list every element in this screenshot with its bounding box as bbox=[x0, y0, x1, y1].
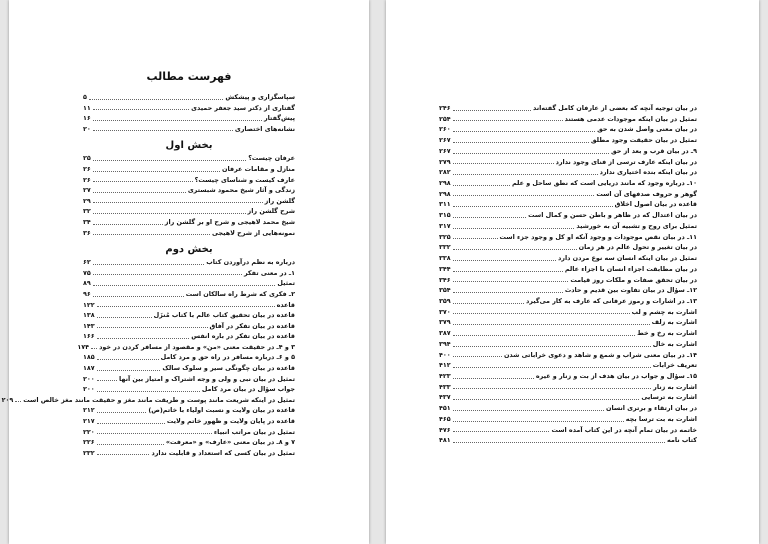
toc-entry bbox=[439, 124, 697, 135]
dot-leader bbox=[453, 271, 563, 272]
dot-leader bbox=[93, 120, 262, 121]
toc-entry-title: اشارت به رخ و خط bbox=[637, 329, 697, 338]
toc-entry-title: قاعده در بیان ولایت و نسبت اولیاء با خاتم(ص) bbox=[148, 406, 295, 415]
dot-leader bbox=[97, 338, 190, 339]
toc-entry-title: قاعده در بیان اصول اخلاق bbox=[614, 200, 697, 209]
dot-leader bbox=[97, 444, 164, 445]
toc-entry-page: ۲۲۶ bbox=[83, 438, 95, 447]
dot-leader bbox=[453, 131, 595, 132]
toc-entry-page: ۲۵۴ bbox=[439, 114, 451, 123]
dot-leader bbox=[93, 224, 163, 225]
dot-leader bbox=[453, 303, 524, 304]
toc-entry-page: ۵ bbox=[83, 93, 87, 101]
toc-entry-title: تمثیل در بیان کسی که استعداد و قابلیت ندارد bbox=[151, 448, 295, 457]
toc-entry-title: در بیان اینکه بنده اختیاری ندارد bbox=[599, 168, 697, 177]
toc-entry-title: ۱۰ـ درباره وجود که مانند دریایی است که نطق ساحل و علم bbox=[512, 179, 697, 188]
toc-entry-page: ۲۰۹ bbox=[1, 395, 14, 404]
dot-leader bbox=[97, 412, 147, 413]
toc-entry-title: درباره به نظم درآوردن کتاب bbox=[206, 258, 295, 267]
toc-entry-page: ۲۷۹ bbox=[439, 157, 451, 166]
toc-entry-page: ۹۶ bbox=[83, 289, 91, 298]
right-entries-list bbox=[439, 103, 697, 446]
toc-entry-title: ۷ و ۸ـ در بیان معنی «عارف» و «معرفت» bbox=[165, 438, 295, 447]
toc-entry-title: تمثیل در بیان اینکه انسان سه نوع مردن دارد bbox=[558, 254, 697, 263]
toc-entry-title: عارف کیست و شناسای چیست؟ bbox=[194, 175, 295, 184]
toc-entry-page: ۲۶۰ bbox=[439, 125, 451, 134]
toc-entry-page: ۷۵ bbox=[83, 268, 91, 277]
toc-entry-title: سپاسگزاری و پیشکش bbox=[225, 93, 295, 101]
dot-leader bbox=[453, 206, 613, 207]
toc-entry-page: ۴۷۶ bbox=[439, 425, 451, 434]
toc-entry bbox=[439, 189, 697, 200]
toc-entry bbox=[439, 221, 697, 232]
toc-entry-title: گفتاری از دکتر سید جعفر حمیدی bbox=[191, 103, 295, 112]
toc-entry-page: ۴۳۷ bbox=[439, 393, 451, 402]
toc-entry bbox=[439, 425, 697, 436]
toc-entry bbox=[83, 175, 295, 186]
toc-entry-page: ۲۷ bbox=[83, 186, 91, 195]
toc-entry-page: ۴۵۱ bbox=[439, 404, 451, 413]
toc-entry-page: ۱۳۸ bbox=[83, 311, 95, 320]
toc-entry-page: ۲۸۲ bbox=[439, 168, 451, 177]
dot-leader bbox=[93, 264, 204, 265]
toc-entry bbox=[83, 374, 295, 385]
toc-entry bbox=[439, 285, 697, 296]
toc-entry-page: ۱۶ bbox=[83, 114, 91, 123]
toc-entry-page: ۳۴۶ bbox=[439, 275, 451, 284]
part2-heading: بخش دوم bbox=[165, 244, 213, 256]
toc-entry-page: ۶۲ bbox=[83, 258, 91, 267]
toc-entry bbox=[439, 296, 697, 307]
dot-leader bbox=[453, 238, 498, 239]
toc-entry-title: نشانه‌های اختصاری bbox=[234, 124, 295, 133]
toc-entry-title: قاعده در بیان تفکر در باره انفس bbox=[191, 332, 295, 341]
toc-entry-title: عرفان چیست؟ bbox=[248, 154, 295, 163]
toc-entry-page: ۱۴۳ bbox=[83, 321, 95, 330]
toc-entry-page: ۳۷۹ bbox=[439, 318, 451, 327]
toc-entry bbox=[83, 405, 295, 416]
toc-entry bbox=[83, 427, 295, 438]
toc-entry-page: ۲۶۷ bbox=[439, 146, 451, 155]
toc-entry bbox=[83, 352, 295, 363]
toc-entry-title: شرح گلشن راز bbox=[247, 207, 295, 216]
toc-entry-page: ۲۴۶ bbox=[439, 104, 451, 112]
toc-entry-title: در بیان اینکه عارف ترسی از فنای وجود ندارد bbox=[555, 157, 697, 166]
toc-entry-page: ۲۹۸ bbox=[439, 189, 451, 198]
toc-entry-title: ۹ـ در بیان قرب و بعد از حق bbox=[611, 146, 697, 155]
dot-leader bbox=[453, 142, 589, 143]
toc-entry bbox=[83, 217, 295, 228]
dot-leader bbox=[93, 160, 246, 161]
right-page bbox=[386, 0, 759, 544]
left-page bbox=[1, 0, 369, 544]
toc-entry-page: ۳۵۴ bbox=[439, 286, 451, 295]
dot-leader bbox=[93, 274, 242, 275]
toc-entry-page: ۳۳۸ bbox=[439, 254, 451, 263]
toc-entry-page: ۸۹ bbox=[83, 279, 91, 288]
dot-leader bbox=[97, 433, 212, 434]
toc-entry-title: ۲ـ فکری که شرط راه سالکان است bbox=[185, 289, 295, 298]
toc-entry bbox=[439, 167, 697, 178]
toc-entry-title: در بیان توجیه آنچه که بعضی از عارفان کامل گفته‌اند bbox=[533, 104, 697, 112]
toc-entry bbox=[83, 103, 295, 114]
toc-entry-page: ۳۷۰ bbox=[439, 307, 451, 316]
dot-leader bbox=[97, 359, 159, 360]
dot-leader bbox=[453, 110, 531, 111]
dot-leader bbox=[453, 281, 569, 282]
toc-entry bbox=[83, 310, 295, 321]
toc-entry-page: ۳۵۹ bbox=[439, 296, 451, 305]
toc-entry bbox=[83, 278, 295, 289]
toc-entry-title: در بیان مطابقت اجزاء انسان با اجزاء عالم bbox=[564, 264, 697, 273]
toc-entry-title: کتاب نامه bbox=[666, 436, 697, 445]
dot-leader bbox=[93, 192, 186, 193]
toc-entry-page: ۲۹ bbox=[83, 196, 91, 205]
dot-leader bbox=[93, 181, 193, 182]
front-matter-list bbox=[83, 92, 295, 134]
toc-entry-page: ۳۱۵ bbox=[439, 211, 451, 220]
toc-entry-title: ۵ و ۶ـ درباره مسافر در راه حق و مرد کامل bbox=[160, 353, 295, 362]
part1-heading: بخش اول bbox=[165, 140, 213, 152]
toc-entry-page: ۳۱۱ bbox=[439, 200, 451, 209]
toc-entry-page: ۳۶ bbox=[83, 228, 91, 237]
toc-entry-title: ۱ـ در معنی تفکر bbox=[243, 268, 295, 277]
toc-entry-title: در بیان اعتدال که در ظاهر و باطن حسن و کمال است bbox=[528, 211, 697, 220]
dot-leader bbox=[453, 292, 563, 293]
dot-leader bbox=[93, 109, 189, 110]
dot-leader bbox=[97, 306, 275, 307]
toc-entry-title: ۱۴ـ در بیان معنی شراب و شمع و شاهد و دعوی خراباتی شدن bbox=[503, 350, 697, 359]
toc-entry bbox=[83, 196, 295, 207]
toc-entry-title: نمونه‌هایی از شرح لاهیجی bbox=[212, 228, 295, 237]
toc-entry-title: قاعده در بیان چگونگی سیر و سلوک سالک bbox=[162, 364, 295, 373]
toc-entry bbox=[439, 382, 697, 393]
dot-leader bbox=[97, 454, 150, 455]
toc-entry bbox=[439, 178, 697, 189]
toc-entry bbox=[439, 253, 697, 264]
toc-title: فهرست مطالب bbox=[146, 70, 232, 83]
toc-entry-title: تمثیل برای روح و تشبیه آن به خورشید bbox=[576, 221, 697, 230]
toc-entry bbox=[439, 403, 697, 414]
toc-entry-title: خاتمه در بیان تمام آنچه در این کتاب آمده است bbox=[551, 425, 697, 434]
toc-entry bbox=[83, 321, 295, 332]
dot-leader bbox=[93, 296, 184, 297]
toc-entry-title: تمثیل در اینکه شریعت مانند پوست و طریقت مانند مغز و حقیقت مانند مغز خالص است bbox=[23, 395, 295, 404]
toc-entry bbox=[83, 164, 295, 175]
dot-leader bbox=[453, 356, 502, 357]
toc-entry bbox=[83, 113, 295, 124]
toc-entry-page: ۳۳۲ bbox=[439, 243, 451, 252]
toc-entry bbox=[1, 395, 295, 406]
toc-right bbox=[439, 103, 697, 446]
toc-entry bbox=[439, 350, 697, 361]
toc-entry bbox=[439, 328, 697, 339]
dot-leader bbox=[453, 163, 554, 164]
toc-entry bbox=[83, 363, 295, 374]
toc-entry-page: ۲۹۸ bbox=[439, 179, 451, 188]
dot-leader bbox=[453, 346, 651, 347]
toc-entry-page: ۱۸۵ bbox=[83, 353, 95, 362]
toc-entry-title: ۱۳ـ در اشارات و رموز عرفانی که عارف به کار می‌گیرد bbox=[526, 296, 697, 305]
toc-entry-title: ۱۱ـ در بیان نقص موجودات و وجود آنکه او کل و وجود جزء است bbox=[499, 232, 697, 241]
toc-entry-page: ۴۲۳ bbox=[439, 371, 451, 380]
toc-entry-title: تمثیل در بیان نبی و ولی و وجه اشتراک و امتیاز بین آنها bbox=[118, 374, 295, 383]
toc-entry-title: اشارت به خال bbox=[652, 339, 697, 348]
dot-leader bbox=[453, 442, 665, 443]
dot-leader bbox=[97, 370, 161, 371]
toc-entry-title: ۱۵ـ سؤال و جواب در بیان هدف از بت و زنار و غیره bbox=[535, 371, 697, 380]
dot-leader bbox=[97, 380, 117, 381]
toc-entry-page: ۲۵ bbox=[83, 154, 91, 163]
toc-entry bbox=[439, 264, 697, 275]
toc-entry-title: منازل و مقامات عرفان bbox=[222, 164, 295, 173]
toc-entry bbox=[77, 342, 295, 353]
toc-entry-title: اشارت به چشم و لب bbox=[631, 307, 697, 316]
toc-entry-title: شیخ محمد لاهیجی و شرح او بر گلشن راز bbox=[164, 217, 295, 226]
toc-entry-page: ۲۰۰ bbox=[83, 374, 95, 383]
toc-entry-page: ۲۰ bbox=[83, 124, 91, 133]
dot-leader bbox=[15, 401, 21, 402]
toc-entry-page: ۲۱۲ bbox=[83, 406, 95, 415]
toc-entry-page: ۲۶ bbox=[83, 175, 91, 184]
toc-entry bbox=[439, 232, 697, 243]
dot-leader bbox=[453, 378, 534, 379]
dot-leader bbox=[93, 213, 246, 214]
dot-leader bbox=[453, 195, 595, 196]
toc-entry-page: ۳۲۵ bbox=[439, 232, 451, 241]
dot-leader bbox=[97, 317, 152, 318]
dot-leader bbox=[453, 153, 609, 154]
dot-leader bbox=[453, 260, 556, 261]
toc-entry-title: در بیان معنی واصل شدن به حق bbox=[597, 125, 697, 134]
toc-entry bbox=[439, 146, 697, 157]
toc-entry bbox=[439, 414, 697, 425]
dot-leader bbox=[93, 130, 233, 131]
toc-entry-title: تمثیل در بیان مراتب انبیاء bbox=[213, 427, 295, 436]
toc-entry bbox=[83, 268, 295, 279]
toc-entry bbox=[439, 435, 697, 446]
dot-leader bbox=[453, 313, 630, 314]
toc-entry-title: جواب سؤال در بیان مرد کامل bbox=[201, 385, 295, 394]
dot-leader bbox=[97, 391, 200, 392]
toc-entry-page: ۲۲۰ bbox=[83, 427, 95, 436]
toc-entry bbox=[83, 228, 295, 239]
toc-entry bbox=[83, 206, 295, 217]
toc-entry-page: ۱۷۴ bbox=[77, 342, 90, 351]
toc-entry-title: قاعده bbox=[276, 300, 295, 309]
dot-leader bbox=[453, 174, 598, 175]
dot-leader bbox=[453, 120, 563, 121]
toc-entry-title: تعریف خرابات bbox=[652, 361, 697, 370]
toc-entry-page: ۱۸۷ bbox=[83, 364, 95, 373]
toc-entry-title: گوهر و حروف صدفهای آن است bbox=[596, 189, 697, 198]
toc-entry bbox=[83, 448, 295, 459]
toc-entry bbox=[83, 289, 295, 300]
toc-entry bbox=[439, 339, 697, 350]
toc-entry-title: در بیان ارتقاء و برتری انسان bbox=[605, 404, 697, 413]
toc-entry-page: ۴۰۰ bbox=[439, 350, 451, 359]
toc-entry bbox=[439, 157, 697, 168]
toc-entry-title: گلشن راز bbox=[264, 196, 295, 205]
toc-entry-page: ۳۹۴ bbox=[439, 339, 451, 348]
toc-entry bbox=[439, 135, 697, 146]
toc-entry-page: ۱۶۶ bbox=[83, 332, 95, 341]
toc-entry-title: پیش‌گفتار bbox=[263, 114, 295, 123]
toc-entry-title: تمثیل در بیان حقیقت وجود مطلق bbox=[590, 136, 697, 145]
toc-entry bbox=[439, 392, 697, 403]
toc-entry-title: اشارت به بت ترسا بچه bbox=[625, 414, 697, 423]
toc-entry-title: اشارت به زلف bbox=[651, 318, 697, 327]
dot-leader bbox=[453, 367, 651, 368]
toc-entry bbox=[83, 300, 295, 311]
toc-entry-title: ۱۲ـ سؤال در بیان تفاوت بین قدیم و حادث bbox=[564, 286, 697, 295]
toc-entry bbox=[439, 360, 697, 371]
toc-entry-page: ۳۴ bbox=[83, 217, 91, 226]
toc-entry-title: قاعده در بیان تحقیق کتاب عالم با کتاب مُنزَل bbox=[153, 311, 295, 320]
dot-leader bbox=[93, 234, 210, 235]
toc-entry-page: ۲۶ bbox=[83, 164, 91, 173]
dot-leader bbox=[97, 423, 165, 424]
toc-entry-title: قاعده در بیان تفکر در آفاق bbox=[209, 321, 295, 330]
toc-entry-page: ۲۳۲ bbox=[83, 448, 95, 457]
toc-entry-page: ۴۱۲ bbox=[439, 361, 451, 370]
dot-leader bbox=[453, 217, 526, 218]
toc-entry-page: ۲۰۰ bbox=[83, 385, 95, 394]
toc-entry-page: ۳۲ bbox=[83, 207, 91, 216]
part1-list bbox=[83, 153, 295, 238]
toc-entry bbox=[83, 153, 295, 164]
dot-leader bbox=[93, 171, 220, 172]
toc-entry-page: ۴۸۱ bbox=[439, 436, 451, 445]
toc-entry bbox=[439, 371, 697, 382]
toc-entry bbox=[83, 416, 295, 427]
dot-leader bbox=[89, 99, 223, 100]
toc-entry bbox=[439, 210, 697, 221]
toc-entry bbox=[83, 437, 295, 448]
toc-entry-title: تمثیل در بیان اینکه موجودات عدمی هستند bbox=[564, 114, 697, 123]
toc-entry bbox=[83, 185, 295, 196]
dot-leader bbox=[91, 348, 97, 349]
toc-entry bbox=[439, 317, 697, 328]
toc-entry bbox=[83, 257, 295, 268]
toc-entry-page: ۴۳۳ bbox=[439, 382, 451, 391]
toc-entry-title: اشارت به زنار bbox=[653, 382, 697, 391]
dot-leader bbox=[453, 410, 604, 411]
toc-entry bbox=[83, 384, 295, 395]
toc-left bbox=[1, 70, 295, 458]
toc-entry-title: قاعده در پایان ولایت و ظهور خاتم ولایت bbox=[166, 417, 295, 426]
dot-leader bbox=[453, 324, 650, 325]
toc-entry-title: اشارت به ترسایی bbox=[641, 393, 697, 402]
toc-entry-title: ۳ و ۴ـ در حقیقت معنی «من» و مقصود از مسافر کردن در خود bbox=[99, 342, 295, 351]
toc-entry bbox=[439, 114, 697, 125]
toc-entry bbox=[439, 307, 697, 318]
dot-leader bbox=[97, 327, 208, 328]
toc-entry-page: ۳۸۷ bbox=[439, 329, 451, 338]
toc-entry-title: در بیان تغییر و تحول عالم در هر زمان bbox=[578, 243, 697, 252]
toc-entry bbox=[83, 124, 295, 135]
toc-entry-page: ۱۱ bbox=[83, 103, 91, 112]
dot-leader bbox=[453, 185, 510, 186]
toc-entry bbox=[439, 199, 697, 210]
toc-entry bbox=[83, 331, 295, 342]
dot-leader bbox=[93, 202, 263, 203]
toc-entry-title: زندگی و آثار شیخ محمود شبستری bbox=[187, 186, 295, 195]
toc-entry bbox=[439, 242, 697, 253]
toc-entry bbox=[83, 92, 295, 103]
toc-entry-title: تمثیل bbox=[277, 279, 295, 288]
toc-entry bbox=[439, 275, 697, 286]
toc-entry-page: ۳۱۷ bbox=[439, 221, 451, 230]
toc-entry-page: ۳۴۴ bbox=[439, 264, 451, 273]
dot-leader bbox=[453, 388, 651, 389]
toc-entry-title: در بیان تحقق صفات و ملکات روز قیامت bbox=[570, 275, 697, 284]
dot-leader bbox=[453, 399, 640, 400]
toc-entry bbox=[439, 103, 697, 114]
dot-leader bbox=[453, 335, 635, 336]
toc-entry-page: ۴۶۵ bbox=[439, 414, 451, 423]
toc-entry-page: ۱۲۲ bbox=[83, 300, 95, 309]
dot-leader bbox=[453, 249, 577, 250]
dot-leader bbox=[453, 431, 550, 432]
toc-entry-page: ۲۱۷ bbox=[83, 417, 95, 426]
dot-leader bbox=[93, 285, 276, 286]
part2-list bbox=[1, 257, 295, 458]
dot-leader bbox=[453, 421, 624, 422]
dot-leader bbox=[453, 228, 575, 229]
toc-entry-page: ۲۶۷ bbox=[439, 136, 451, 145]
